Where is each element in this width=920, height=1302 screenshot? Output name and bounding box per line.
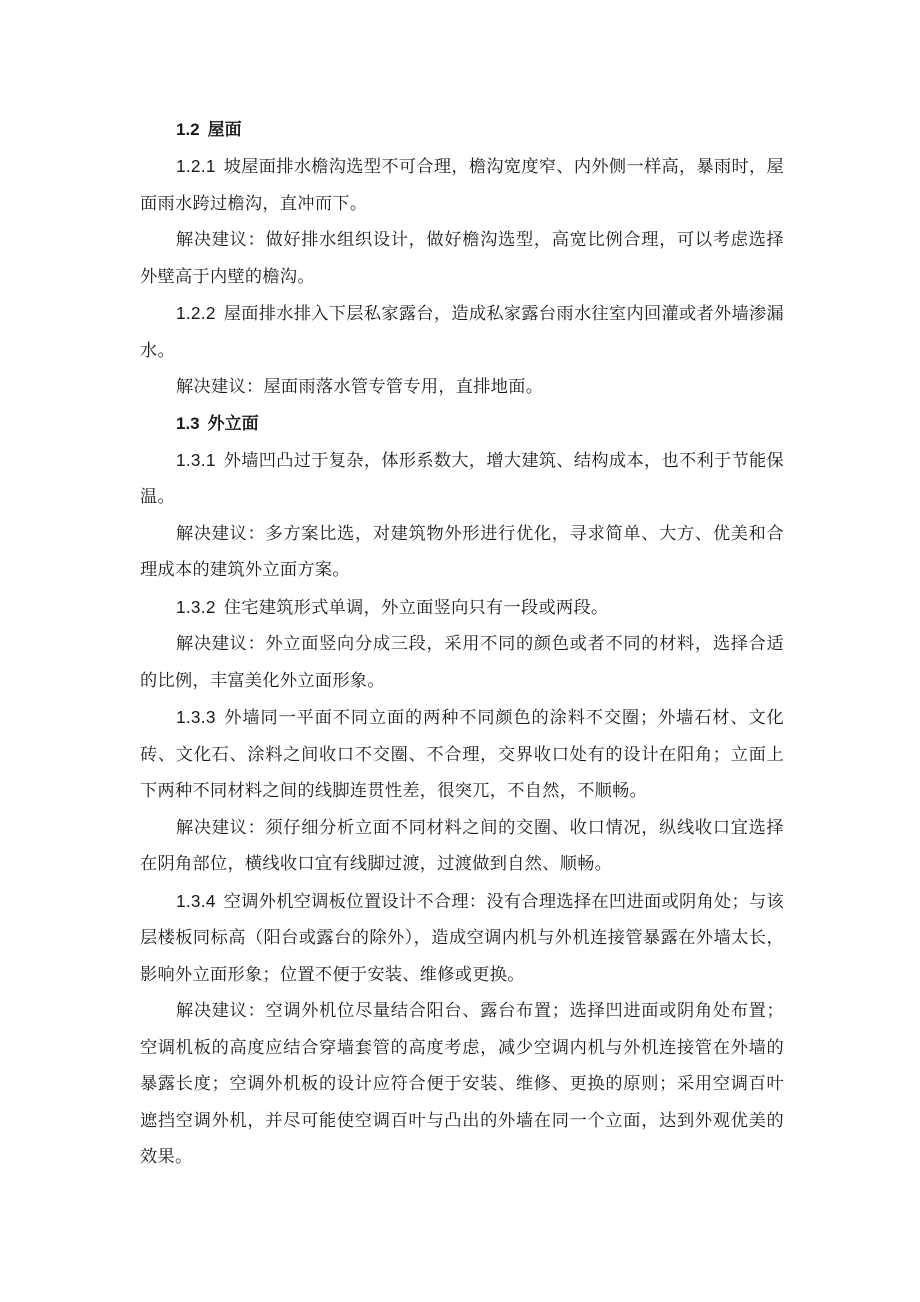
problem-text: 住宅建筑形式单调，外立面竖向只有一段或两段。	[223, 597, 609, 618]
document-page	[140, 112, 784, 1176]
section-heading-1-2	[176, 112, 784, 148]
problem-text: 空调外机空调板位置设计不合理：没有合理选择在凹进面或阴角处；与该层楼板同标高（阳台或露台的除外），造成空调内机与外机连接管暴露在外墙太长，影响外立面形象；位置不便于安装、维修或更换。	[140, 891, 784, 985]
problem-text: 外墙同一平面不同立面的两种不同颜色的涂料不交圈；外墙石材、文化砖、文化石、涂料之间收口不交圈、不合理，交界收口处有的设计在阳角；立面上下两种不同材料之间的线脚连贯性差，很突兀，不自然，不顺畅。	[140, 708, 784, 801]
item-number: 1.3.3	[176, 707, 216, 727]
item-number: 1.2.2	[176, 303, 216, 323]
solution-paragraph-1-2-2: 解决建议：屋面雨落水管专管专用，直排地面。	[176, 377, 544, 397]
problem-paragraph-1-2-1	[140, 148, 784, 222]
problem-paragraph-1-3-4	[140, 883, 784, 994]
solution-paragraph-1-3-2: 解决建议：外立面竖向分成三段，采用不同的颜色或者不同的材料，选择合适的比例，丰富美化外立面形象。	[140, 634, 784, 691]
item-number: 1.3.2	[176, 596, 216, 617]
problem-text: 屋面排水排入下层私家露台，造成私家露台雨水往室内回灌或者外墙渗漏水。	[140, 304, 784, 361]
item-number: 1.3.4	[176, 890, 216, 911]
problem-paragraph-1-3-1	[140, 442, 784, 516]
solution-paragraph-1-3-1: 解决建议：多方案比选，对建筑物外形进行优化，寻求简单、大方、优美和合理成本的建筑外立面方案。	[140, 523, 784, 580]
solution-paragraph-1-3-4: 解决建议：空调外机位尽量结合阳台、露台布置；选择凹进面或阴角处布置；空调机板的高度应结合穿墙套管的高度考虑，减少空调内机与外机连接管在外墙的暴露长度；空调外机板的设计应符合便于安装、维修、更换的原则；采用空调百叶遮挡空调外机，并尽可能使空调百叶与凸出的外墙在同一个立面，达到外观优美的效果。	[140, 1001, 784, 1167]
section-number: 1.3	[176, 413, 200, 433]
problem-text: 外墙凹凸过于复杂，体形系数大，增大建筑、结构成本，也不利于节能保温。	[140, 450, 784, 507]
solution-paragraph-1-2-1: 解决建议：做好排水组织设计，做好檐沟选型，高宽比例合理，可以考虑选择外壁高于内壁的檐沟。	[140, 230, 784, 287]
problem-paragraph-1-2-2	[140, 295, 784, 369]
problem-paragraph-1-3-2	[140, 589, 784, 627]
section-title: 屋面	[207, 120, 242, 140]
section-number: 1.2	[176, 120, 200, 139]
problem-paragraph-1-3-3	[140, 699, 784, 810]
item-number: 1.3.1	[176, 449, 216, 470]
section-title: 外立面	[207, 413, 259, 434]
section-heading-1-3	[176, 406, 784, 442]
solution-paragraph-1-3-3: 解决建议：须仔细分析立面不同材料之间的交圈、收口情况，纵线收口宜选择在阴角部位，横线收口宜有线脚过渡，过渡做到自然、顺畅。	[140, 817, 784, 874]
problem-text: 坡屋面排水檐沟选型不可合理，檐沟宽度窄、内外侧一样高，暴雨时，屋面雨水跨过檐沟，直冲而下。	[140, 157, 784, 214]
item-number: 1.2.1	[176, 156, 216, 176]
